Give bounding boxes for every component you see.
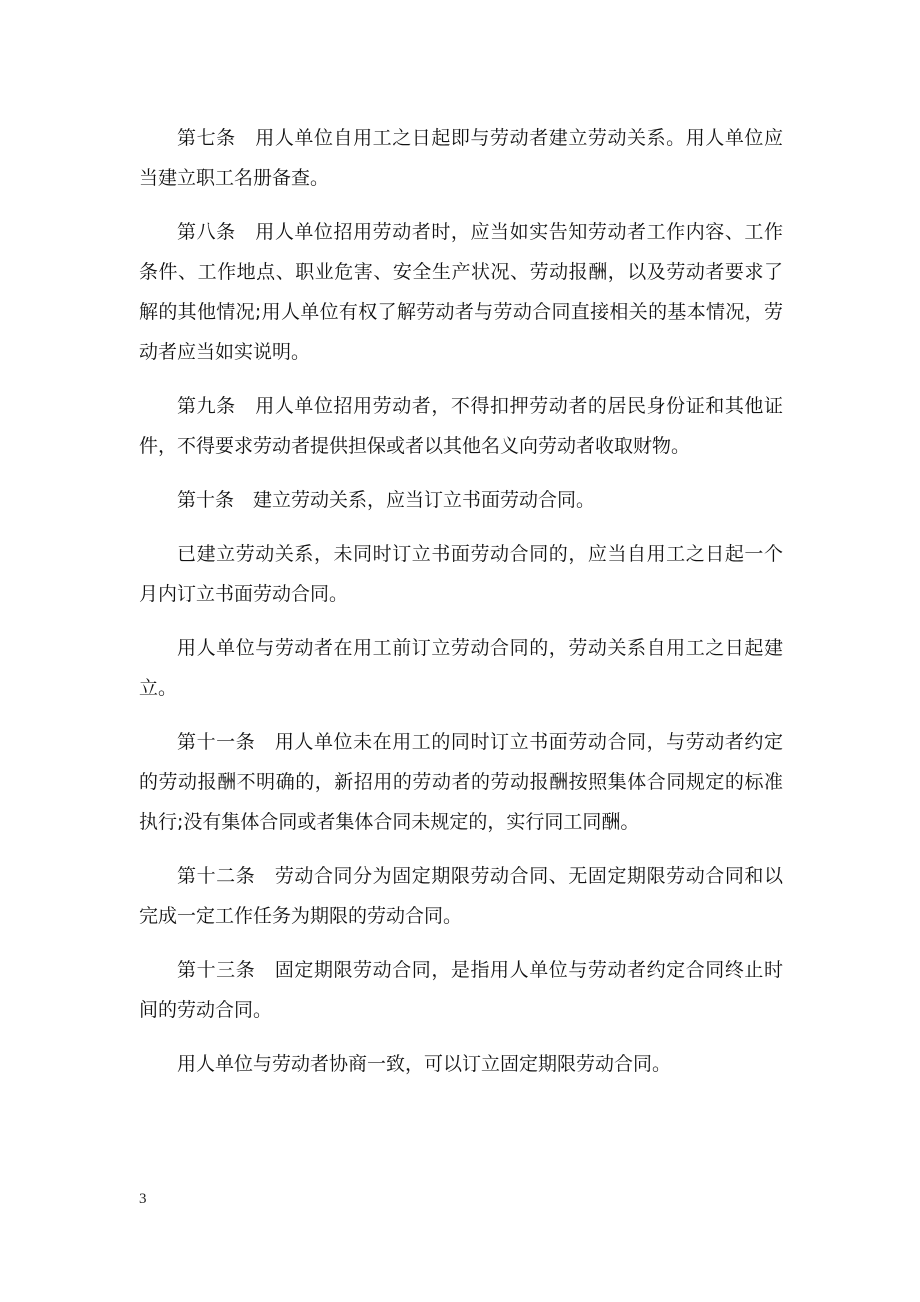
article-11-paragraph: 第十一条 用人单位未在用工的同时订立书面劳动合同，与劳动者约定的劳动报酬不明确的，新招用的劳动者的劳动报酬按照集体合同规定的标准执行;没有集体合同或者集体合同未规定的，实行同工同酬。 xyxy=(139,731,783,833)
article-10-paragraph: 第十条 建立劳动关系，应当订立书面劳动合同。 xyxy=(177,489,596,511)
article-9-paragraph: 第九条 用人单位招用劳动者，不得扣押劳动者的居民身份证和其他证件，不得要求劳动者提供担保或者以其他名义向劳动者收取财物。 xyxy=(139,395,783,457)
article-7-paragraph: 第七条 用人单位自用工之日起即与劳动者建立劳动关系。用人单位应当建立职工名册备查。 xyxy=(139,127,783,189)
article-13-paragraph: 第十三条 固定期限劳动合同，是指用人单位与劳动者约定合同终止时间的劳动合同。 xyxy=(139,959,783,1021)
document-body xyxy=(139,118,783,1098)
article-8-paragraph: 第八条 用人单位招用劳动者时，应当如实告知劳动者工作内容、工作条件、工作地点、职业危害、安全生产状况、劳动报酬，以及劳动者要求了解的其他情况;用人单位有权了解劳动者与劳动合同直接相关的基本情况，劳动者应当如实说明。 xyxy=(139,221,783,363)
article-10-clause-3: 用人单位与劳动者在用工前订立劳动合同的，劳动关系自用工之日起建立。 xyxy=(139,637,783,699)
article-10-clause-2: 已建立劳动关系，未同时订立书面劳动合同的，应当自用工之日起一个月内订立书面劳动合同。 xyxy=(139,543,783,605)
page-number: 3 xyxy=(139,1191,147,1207)
article-13-clause-2: 用人单位与劳动者协商一致，可以订立固定期限劳动合同。 xyxy=(177,1053,672,1075)
article-12-paragraph: 第十二条 劳动合同分为固定期限劳动合同、无固定期限劳动合同和以完成一定工作任务为期限的劳动合同。 xyxy=(139,865,783,927)
